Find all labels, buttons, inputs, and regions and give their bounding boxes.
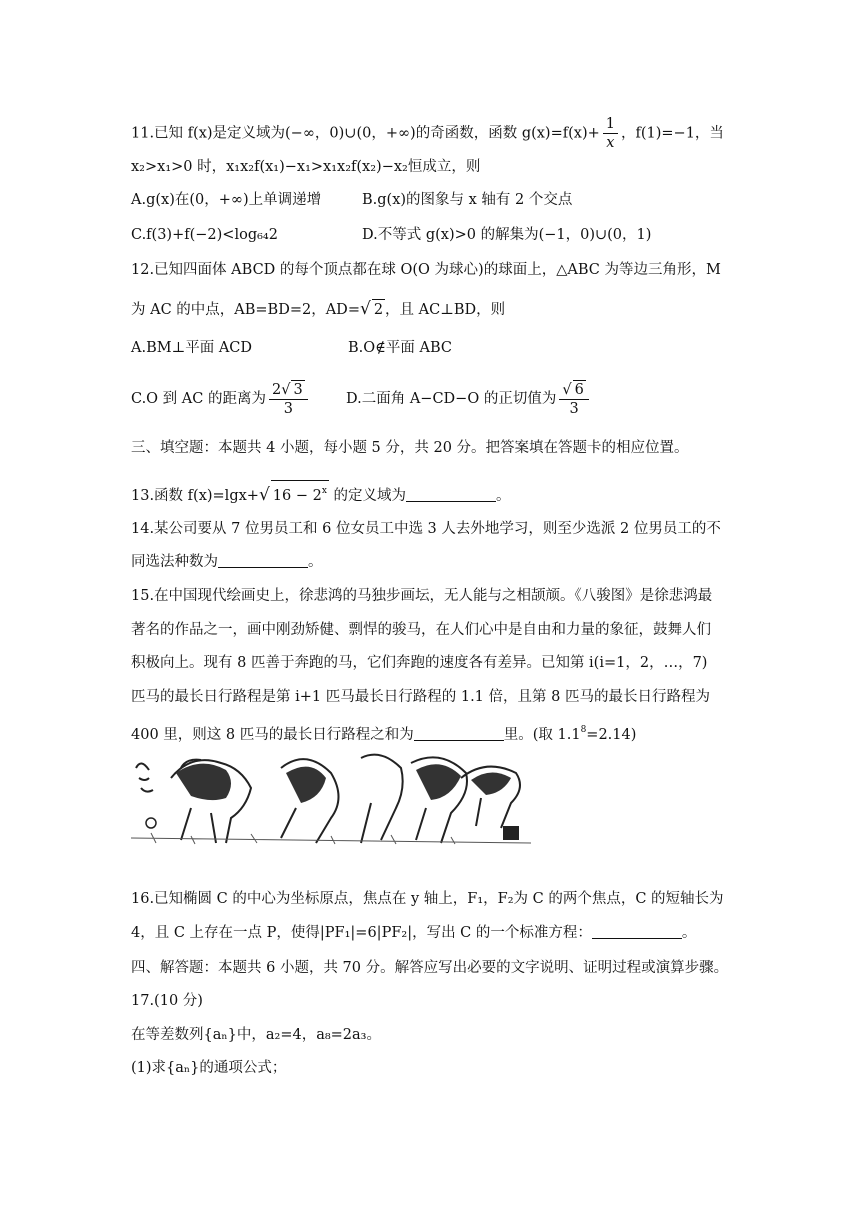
q11-text-b: ，f(1)=−1，当	[620, 125, 724, 142]
q12c-text: C.O 到 AC 的距离为	[131, 391, 266, 407]
answer-blank[interactable]	[592, 924, 682, 939]
q12-text-a: 为 AC 的中点，AB=BD=2，AD=	[131, 302, 360, 318]
q11-option-c: C.f(3)+f(−2)<log₆₄2	[131, 227, 278, 243]
q15-line1: 15.在中国现代绘画史上，徐悲鸿的马独步画坛，无人能与之相颉颃。《八骏图》是徐悲鸿最	[131, 588, 713, 604]
q12-option-a: A.BM⊥平面 ACD	[131, 340, 253, 356]
frac-den: x	[606, 135, 615, 151]
q12c-fraction	[269, 380, 308, 418]
q12-line1: 12.已知四面体 ABCD 的每个顶点都在球 O(O 为球心)的球面上，△ABC 为等边三角形，M	[131, 262, 721, 278]
sqrt-radicand	[271, 480, 329, 506]
section-4-heading: 四、解答题：本题共 6 小题，共 70 分。解答应写出必要的文字说明、证明过程或演算步骤。	[131, 960, 729, 976]
frac-den: 3	[569, 401, 579, 417]
q15-line4: 匹马的最长日行路程是第 i+1 匹马最长日行路程的 1.1 倍，且第 8 匹马的最长日行路程为	[131, 689, 710, 705]
q12d-text: D.二面角 A−CD−O 的正切值为	[346, 391, 557, 407]
section-3-heading: 三、填空题：本题共 4 小题，每小题 5 分，共 20 分。把答案填在答题卡的相应位置。	[131, 440, 689, 456]
q12-line2	[131, 299, 505, 320]
sqrt-radicand: 2	[372, 299, 385, 320]
q14-text: 同选法种数为	[131, 554, 218, 570]
frac-num	[269, 380, 308, 400]
q12-option-c	[131, 380, 311, 418]
sqrt-sign: √	[359, 299, 371, 319]
q16-line1: 16.已知椭圆 C 的中心为坐标原点，焦点在 y 轴上，F₁，F₂为 C 的两个焦点，C 的短轴长为	[131, 891, 724, 907]
exponent: 8	[580, 725, 587, 735]
frac-den: 3	[283, 401, 293, 417]
sqrt-radicand: 3	[293, 382, 303, 398]
sqrt-sign: √	[281, 382, 291, 398]
q11-text-a: 11.已知 f(x)是定义域为(−∞，0)∪(0，+∞)的奇函数，函数 g(x)=f(x)+	[131, 125, 600, 142]
q12d-fraction	[559, 380, 588, 418]
q12-option-d	[346, 380, 592, 418]
q13-text-b: 的定义域为	[328, 488, 407, 504]
q13-line	[131, 480, 511, 506]
q17-part1: (1)求{aₙ}的通项公式；	[131, 1060, 287, 1076]
q15-line3: 积极向上。现有 8 匹善于奔跑的马，它们奔跑的速度各有差异。已知第 i(i=1，2，…，7)	[131, 655, 708, 671]
q16-line2	[131, 923, 696, 943]
answer-blank[interactable]	[218, 553, 308, 568]
radicand: 16 − 2	[272, 488, 322, 504]
q15-text-a: 400 里，则这 8 匹马的最长日行路程之和为	[131, 727, 414, 743]
q11-option-a: A.g(x)在(0，+∞)上单调递增	[131, 192, 322, 208]
q12-option-b: B.O∉平面 ABC	[348, 340, 452, 356]
sqrt-radicand: 6	[574, 382, 584, 398]
q15-text-b: 里。(取 1.1	[503, 727, 581, 743]
frac-num: 1	[603, 115, 618, 134]
q14-line1: 14.某公司要从 7 位男员工和 6 位女员工中选 3 人去外地学习，则至少选派 2 位男员工的不	[131, 521, 721, 537]
answer-blank[interactable]	[406, 487, 496, 502]
q17-stem: 在等差数列{aₙ}中，a₂=4，a₈=2a₃。	[131, 1027, 381, 1043]
q15-line2: 著名的作品之一，画中刚劲矫健、剽悍的骏马，在人们心中是自由和力量的象征，鼓舞人们	[131, 622, 711, 638]
q12-text-b: ，且 AC⊥BD，则	[385, 302, 506, 318]
horse-painting-image	[131, 748, 531, 848]
q13-text-a: 13.函数 f(x)=lgx+	[131, 488, 259, 504]
coef: 2	[271, 382, 282, 398]
q16-text: 4，且 C 上存在一点 P，使得|PF₁|=6|PF₂|，写出 C 的一个标准方程：	[131, 925, 592, 941]
q11-option-b: B.g(x)的图象与 x 轴有 2 个交点	[362, 192, 573, 208]
q11-option-d: D.不等式 g(x)>0 的解集为(−1，0)∪(0，1)	[362, 227, 652, 243]
sqrt-sign: √	[562, 382, 572, 398]
q13-end: 。	[496, 488, 511, 504]
frac-num	[559, 380, 588, 400]
exponent: x	[321, 486, 327, 496]
q11-fraction	[603, 115, 618, 152]
q16-end: 。	[681, 925, 697, 941]
q15-text-c: =2.14)	[586, 727, 637, 743]
q14-line2	[131, 552, 323, 572]
q17-heading: 17.(10 分)	[131, 993, 203, 1009]
q14-end: 。	[308, 554, 323, 570]
answer-blank[interactable]	[414, 726, 504, 741]
q11-line1	[131, 115, 724, 152]
q11-line2: x₂>x₁>0 时，x₁x₂f(x₁)−x₁>x₁x₂f(x₂)−x₂恒成立，则	[131, 159, 481, 175]
sqrt-sign: √	[258, 485, 270, 505]
q15-line5	[131, 720, 636, 745]
